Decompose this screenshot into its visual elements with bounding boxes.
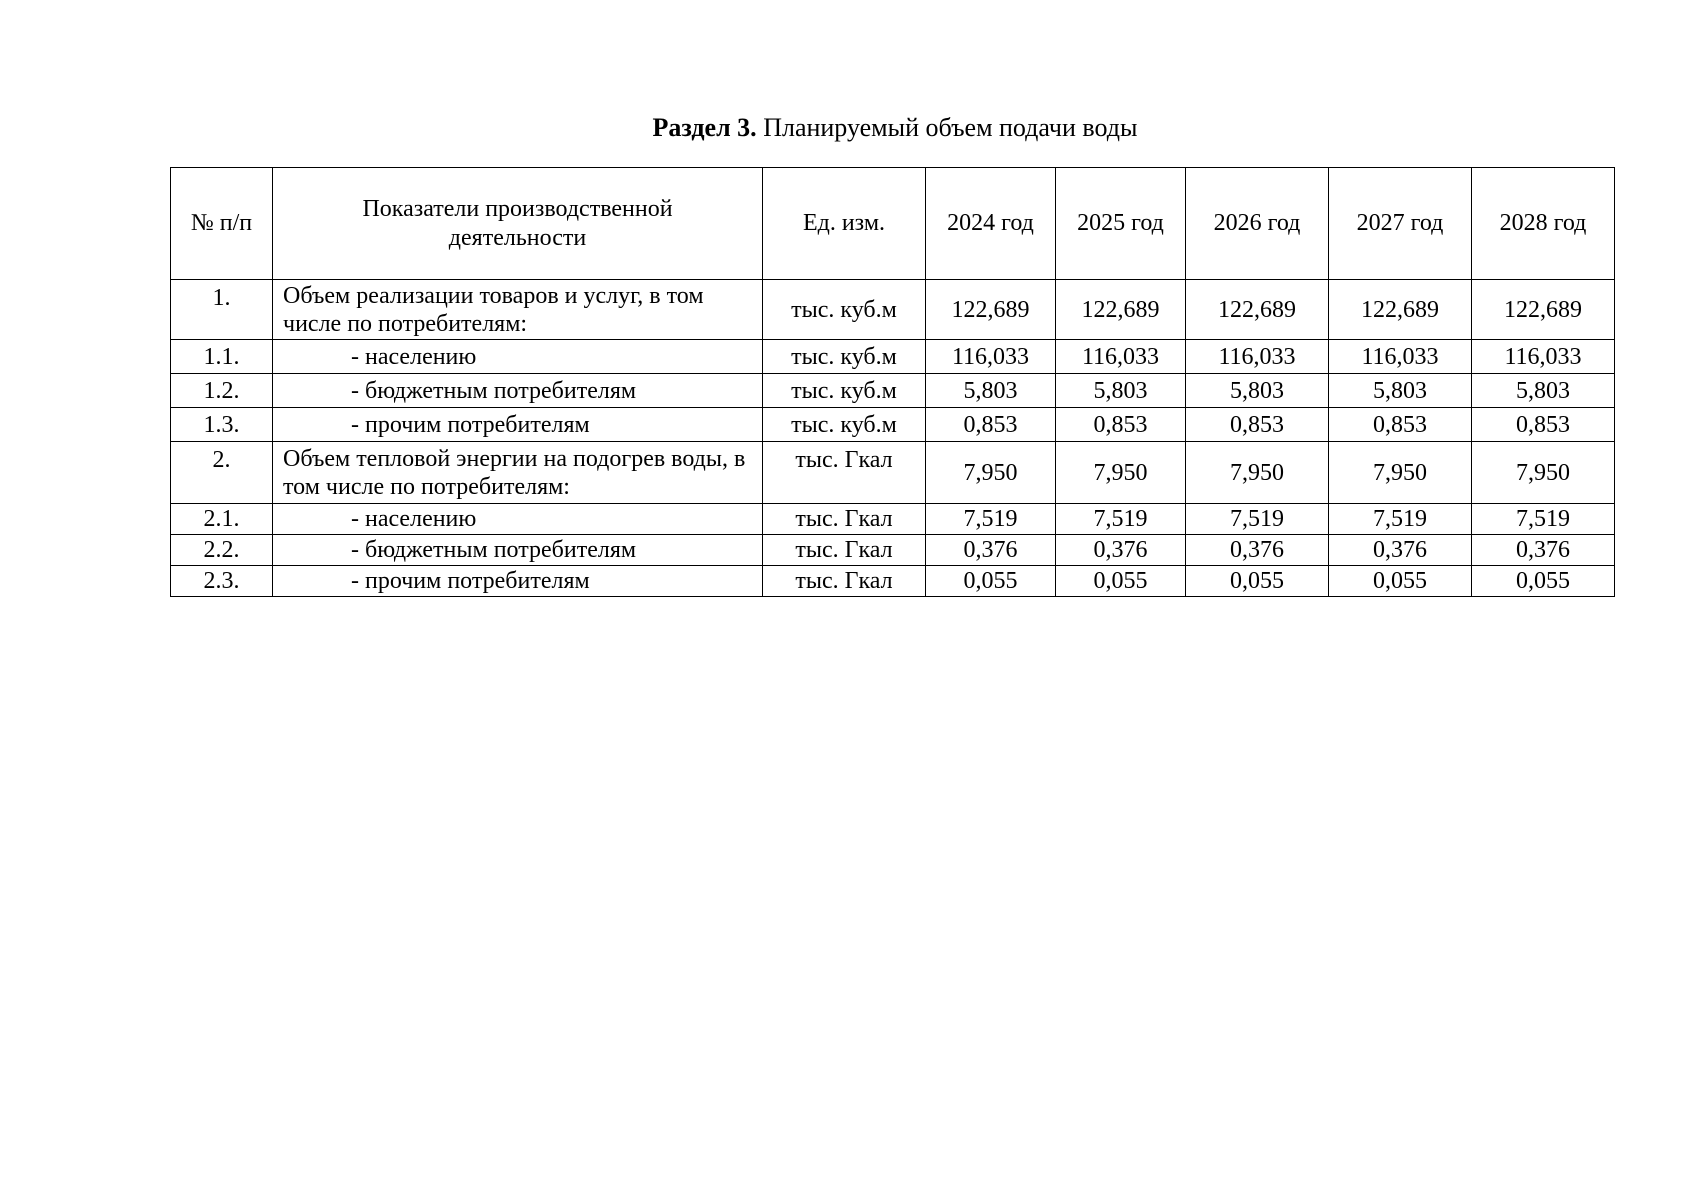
row-value-2024: 116,033 [926,340,1056,374]
row-unit: тыс. Гкал [763,535,926,566]
water-supply-table [170,167,1615,597]
row-unit: тыс. куб.м [763,280,926,340]
row-value-2026: 116,033 [1186,340,1329,374]
row-value-2024: 7,950 [926,442,1056,504]
table-row [171,535,1615,566]
row-value-2027: 122,689 [1329,280,1472,340]
section-heading [0,110,1700,146]
row-number: 1. [171,280,273,340]
row-value-2027: 116,033 [1329,340,1472,374]
row-value-2028: 0,055 [1472,566,1615,597]
table-row [171,566,1615,597]
row-indicator: - прочим потребителям [273,408,763,442]
row-value-2028: 0,376 [1472,535,1615,566]
table-row [171,442,1615,504]
table-header-row [171,168,1615,280]
row-value-2024: 0,055 [926,566,1056,597]
row-unit: тыс. куб.м [763,374,926,408]
table-row [171,340,1615,374]
row-indicator: - населению [273,340,763,374]
header-year-2024: 2024 год [926,168,1056,280]
row-number: 2.2. [171,535,273,566]
row-value-2025: 0,055 [1056,566,1186,597]
row-value-2025: 7,519 [1056,504,1186,535]
row-indicator: - населению [273,504,763,535]
row-value-2026: 5,803 [1186,374,1329,408]
header-year-2026: 2026 год [1186,168,1329,280]
row-unit: тыс. Гкал [763,504,926,535]
row-indicator: Объем реализации товаров и услуг, в том числе по потребителям: [273,280,763,340]
header-indicator: Показатели производственной деятельности [273,168,763,280]
row-number: 1.2. [171,374,273,408]
table-row [171,504,1615,535]
row-value-2025: 0,376 [1056,535,1186,566]
row-value-2026: 7,950 [1186,442,1329,504]
row-value-2027: 7,950 [1329,442,1472,504]
row-value-2024: 5,803 [926,374,1056,408]
row-unit: тыс. куб.м [763,340,926,374]
row-value-2026: 0,853 [1186,408,1329,442]
row-value-2027: 5,803 [1329,374,1472,408]
section-title: Планируемый объем подачи воды [756,113,1138,142]
row-unit: тыс. Гкал [763,442,926,504]
row-value-2027: 7,519 [1329,504,1472,535]
row-value-2024: 122,689 [926,280,1056,340]
section-number: Раздел 3. [652,113,757,142]
header-year-2027: 2027 год [1329,168,1472,280]
row-value-2028: 116,033 [1472,340,1615,374]
row-value-2028: 7,950 [1472,442,1615,504]
row-value-2024: 0,376 [926,535,1056,566]
table-row [171,280,1615,340]
row-value-2028: 122,689 [1472,280,1615,340]
row-value-2024: 7,519 [926,504,1056,535]
row-value-2028: 7,519 [1472,504,1615,535]
row-value-2028: 0,853 [1472,408,1615,442]
row-value-2025: 5,803 [1056,374,1186,408]
row-value-2024: 0,853 [926,408,1056,442]
row-number: 2.1. [171,504,273,535]
row-number: 1.1. [171,340,273,374]
header-num: № п/п [171,168,273,280]
row-value-2027: 0,853 [1329,408,1472,442]
row-indicator: - бюджетным потребителям [273,535,763,566]
header-year-2028: 2028 год [1472,168,1615,280]
row-unit: тыс. Гкал [763,566,926,597]
header-unit: Ед. изм. [763,168,926,280]
header-year-2025: 2025 год [1056,168,1186,280]
row-number: 2. [171,442,273,504]
row-value-2025: 116,033 [1056,340,1186,374]
row-value-2025: 7,950 [1056,442,1186,504]
row-value-2026: 0,376 [1186,535,1329,566]
row-value-2027: 0,376 [1329,535,1472,566]
row-value-2027: 0,055 [1329,566,1472,597]
row-value-2026: 0,055 [1186,566,1329,597]
row-value-2026: 7,519 [1186,504,1329,535]
row-indicator: Объем тепловой энергии на подогрев воды, в том числе по потребителям: [273,442,763,504]
row-value-2025: 122,689 [1056,280,1186,340]
row-value-2026: 122,689 [1186,280,1329,340]
row-value-2025: 0,853 [1056,408,1186,442]
table-row [171,374,1615,408]
row-number: 1.3. [171,408,273,442]
row-unit: тыс. куб.м [763,408,926,442]
row-number: 2.3. [171,566,273,597]
table-row [171,408,1615,442]
row-indicator: - прочим потребителям [273,566,763,597]
row-value-2028: 5,803 [1472,374,1615,408]
row-indicator: - бюджетным потребителям [273,374,763,408]
